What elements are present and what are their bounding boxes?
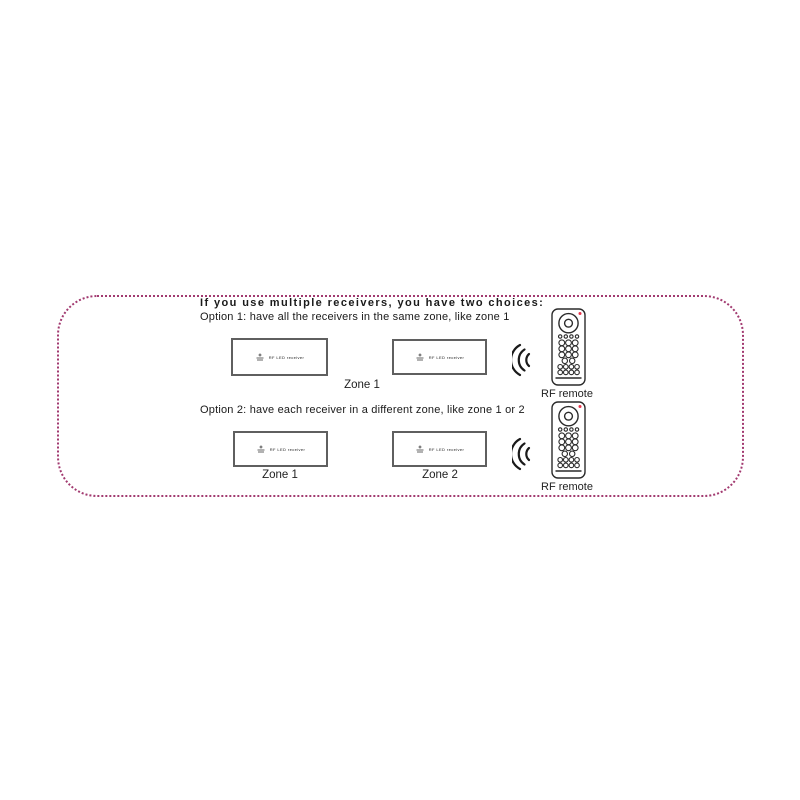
intro-text: If you use multiple receivers, you have two choices:: [200, 297, 545, 309]
rf-remote-icon: [551, 308, 586, 386]
zone-label: Zone 1: [344, 379, 380, 391]
remote-label: RF remote: [541, 388, 593, 400]
option1-text: Option 1: have all the receivers in the same zone, like zone 1: [200, 311, 510, 323]
receiver-box: [392, 431, 487, 467]
receiver-label: RF LED receiver: [269, 446, 306, 452]
receiver-label: RF LED receiver: [428, 446, 465, 452]
remote-led-dot: [579, 312, 582, 315]
rf-signal-waves-icon: [512, 436, 536, 472]
rf-remote-icon: [551, 401, 586, 479]
remote-label: RF remote: [541, 481, 593, 493]
receiver-logo-icon: [256, 445, 266, 454]
zone-label: Zone 1: [262, 469, 298, 481]
receiver-label: RF LED receiver: [428, 354, 465, 360]
rf-signal-waves-icon: [512, 342, 536, 378]
receiver-logo-icon: [415, 353, 425, 362]
receiver-label: RF LED receiver: [268, 354, 305, 360]
receiver-box: [231, 338, 328, 376]
receiver-box: [392, 339, 487, 375]
receiver-logo-icon: [255, 353, 265, 362]
option2-text: Option 2: have each receiver in a different zone, like zone 1 or 2: [200, 404, 525, 416]
receiver-box: [233, 431, 328, 467]
receiver-logo-icon: [415, 445, 425, 454]
remote-led-dot: [579, 405, 582, 408]
zone-label: Zone 2: [422, 469, 458, 481]
